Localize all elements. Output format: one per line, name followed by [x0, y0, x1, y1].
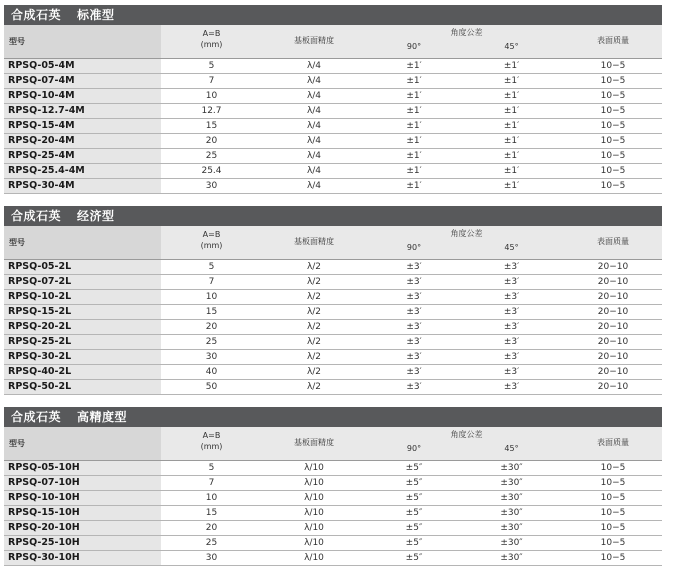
header-surface: 表面质量 — [597, 438, 629, 447]
cell-angle-45: ±1′ — [503, 136, 520, 146]
table-row — [4, 305, 662, 320]
cell-angle-90: ±3′ — [406, 277, 422, 287]
table-row — [4, 59, 662, 74]
cell-flatness: λ/2 — [306, 307, 322, 317]
table-body — [4, 461, 662, 566]
cell-size: 30 — [205, 181, 218, 191]
cell-flatness: λ/4 — [306, 166, 322, 176]
table-row — [4, 74, 662, 89]
cell-size: 10 — [205, 91, 218, 101]
cell-angle-90: ±3′ — [406, 382, 422, 392]
header-angle: 角度公差 — [450, 229, 483, 238]
table-row — [4, 179, 662, 194]
table-header — [4, 427, 662, 461]
cell-angle-45: ±30″ — [500, 493, 523, 503]
cell-angle-90: ±5″ — [405, 523, 423, 533]
table-row — [4, 491, 662, 506]
cell-angle-45: ±1′ — [503, 121, 520, 131]
cell-angle-90: ±3′ — [406, 307, 422, 317]
cell-model: RPSQ-10-10H — [4, 491, 161, 505]
cell-flatness: λ/4 — [306, 76, 322, 86]
cell-size: 20 — [205, 136, 218, 146]
cell-angle-90: ±1′ — [406, 151, 422, 161]
cell-angle-45: ±3′ — [503, 262, 520, 272]
header-45: 45° — [504, 243, 519, 252]
cell-surface-quality: 10−5 — [600, 478, 626, 488]
cell-flatness: λ/10 — [304, 493, 324, 503]
cell-size: 5 — [208, 463, 215, 473]
cell-angle-45: ±1′ — [503, 61, 520, 71]
cell-size: 5 — [208, 262, 215, 272]
header-angle: 角度公差 — [450, 430, 483, 439]
cell-surface-quality: 10−5 — [600, 121, 626, 131]
table-row — [4, 350, 662, 365]
header-90: 90° — [406, 243, 422, 252]
cell-angle-90: ±1′ — [406, 136, 422, 146]
cell-size: 10 — [205, 493, 218, 503]
cell-angle-45: ±3′ — [503, 382, 520, 392]
cell-flatness: λ/4 — [306, 136, 322, 146]
header-model: 型号 — [9, 37, 25, 46]
section-title-type: 经济型 — [77, 209, 115, 223]
table-row — [4, 476, 662, 491]
cell-flatness: λ/4 — [306, 151, 322, 161]
header-ab-unit: (mm) — [200, 241, 223, 250]
cell-surface-quality: 20−10 — [597, 322, 629, 332]
cell-surface-quality: 10−5 — [600, 463, 626, 473]
cell-flatness: λ/4 — [306, 121, 322, 131]
cell-surface-quality: 20−10 — [597, 307, 629, 317]
table-row — [4, 104, 662, 119]
cell-flatness: λ/2 — [306, 277, 322, 287]
cell-model: RPSQ-30-4M — [4, 179, 161, 193]
header-90: 90° — [406, 444, 422, 453]
cell-model: RPSQ-05-2L — [4, 260, 161, 274]
cell-model: RPSQ-15-2L — [4, 305, 161, 319]
cell-flatness: λ/2 — [306, 262, 322, 272]
cell-angle-90: ±1′ — [406, 181, 422, 191]
cell-surface-quality: 10−5 — [600, 508, 626, 518]
table-row — [4, 380, 662, 395]
table-row — [4, 134, 662, 149]
cell-model: RPSQ-10-4M — [4, 89, 161, 103]
cell-surface-quality: 10−5 — [600, 61, 626, 71]
cell-angle-45: ±3′ — [503, 307, 520, 317]
cell-surface-quality: 20−10 — [597, 277, 629, 287]
cell-size: 40 — [205, 367, 218, 377]
cell-angle-90: ±3′ — [406, 262, 422, 272]
cell-surface-quality: 20−10 — [597, 262, 629, 272]
cell-angle-90: ±5″ — [405, 463, 423, 473]
cell-model: RPSQ-50-2L — [4, 380, 161, 394]
section-high-precision — [4, 407, 662, 566]
cell-size: 7 — [208, 478, 215, 488]
cell-angle-90: ±1′ — [406, 121, 422, 131]
cell-model: RPSQ-05-4M — [4, 59, 161, 73]
cell-angle-90: ±3′ — [406, 292, 422, 302]
cell-size: 5 — [208, 61, 215, 71]
cell-surface-quality: 10−5 — [600, 553, 626, 563]
cell-model: RPSQ-30-2L — [4, 350, 161, 364]
cell-flatness: λ/2 — [306, 367, 322, 377]
cell-angle-45: ±1′ — [503, 166, 520, 176]
cell-surface-quality: 20−10 — [597, 367, 629, 377]
cell-size: 25 — [205, 151, 218, 161]
header-flatness: 基板面精度 — [294, 36, 334, 45]
cell-flatness: λ/4 — [306, 106, 322, 116]
cell-size: 25 — [205, 538, 218, 548]
cell-model: RPSQ-25.4-4M — [4, 164, 161, 178]
table-row — [4, 149, 662, 164]
cell-flatness: λ/10 — [304, 478, 324, 488]
cell-flatness: λ/10 — [304, 463, 324, 473]
cell-model: RPSQ-15-4M — [4, 119, 161, 133]
cell-surface-quality: 20−10 — [597, 352, 629, 362]
cell-flatness: λ/2 — [306, 292, 322, 302]
header-ab-top: A=B — [202, 29, 221, 38]
cell-model: RPSQ-12.7-4M — [4, 104, 161, 118]
cell-surface-quality: 10−5 — [600, 76, 626, 86]
section-standard — [4, 5, 662, 194]
cell-size: 20 — [205, 322, 218, 332]
cell-model: RPSQ-40-2L — [4, 365, 161, 379]
cell-model: RPSQ-25-10H — [4, 536, 161, 550]
table-row — [4, 89, 662, 104]
header-flatness: 基板面精度 — [294, 237, 334, 246]
section-title — [4, 5, 662, 25]
cell-angle-45: ±30″ — [500, 478, 523, 488]
cell-model: RPSQ-20-10H — [4, 521, 161, 535]
cell-angle-45: ±30″ — [500, 463, 523, 473]
header-surface: 表面质量 — [597, 36, 629, 45]
cell-size: 12.7 — [201, 106, 222, 116]
cell-flatness: λ/10 — [304, 553, 324, 563]
cell-flatness: λ/4 — [306, 61, 322, 71]
table-header — [4, 226, 662, 260]
cell-size: 20 — [205, 523, 218, 533]
cell-model: RPSQ-25-2L — [4, 335, 161, 349]
cell-angle-45: ±3′ — [503, 337, 520, 347]
cell-flatness: λ/10 — [304, 508, 324, 518]
cell-model: RPSQ-15-10H — [4, 506, 161, 520]
cell-angle-90: ±1′ — [406, 91, 422, 101]
cell-flatness: λ/4 — [306, 91, 322, 101]
cell-angle-90: ±5″ — [405, 508, 423, 518]
table-row — [4, 164, 662, 179]
header-90: 90° — [406, 42, 422, 51]
table-row — [4, 320, 662, 335]
cell-surface-quality: 10−5 — [600, 493, 626, 503]
header-ab-top: A=B — [202, 230, 221, 239]
cell-surface-quality: 10−5 — [600, 106, 626, 116]
cell-angle-90: ±1′ — [406, 76, 422, 86]
cell-angle-45: ±1′ — [503, 76, 520, 86]
cell-flatness: λ/4 — [306, 181, 322, 191]
cell-angle-45: ±3′ — [503, 292, 520, 302]
cell-angle-45: ±3′ — [503, 322, 520, 332]
table-row — [4, 365, 662, 380]
header-model-cell — [4, 25, 161, 58]
table-row — [4, 536, 662, 551]
cell-flatness: λ/10 — [304, 523, 324, 533]
cell-angle-90: ±1′ — [406, 61, 422, 71]
cell-angle-90: ±5″ — [405, 478, 423, 488]
cell-surface-quality: 10−5 — [600, 151, 626, 161]
cell-surface-quality: 10−5 — [600, 523, 626, 533]
cell-angle-45: ±30″ — [500, 523, 523, 533]
header-ab-top: A=B — [202, 431, 221, 440]
cell-flatness: λ/2 — [306, 322, 322, 332]
cell-surface-quality: 10−5 — [600, 166, 626, 176]
cell-angle-45: ±3′ — [503, 352, 520, 362]
cell-size: 25.4 — [201, 166, 222, 176]
header-model-cell — [4, 427, 161, 460]
cell-size: 30 — [205, 553, 218, 563]
cell-angle-90: ±5″ — [405, 553, 423, 563]
cell-model: RPSQ-30-10H — [4, 551, 161, 565]
section-title-type: 高精度型 — [77, 410, 128, 424]
cell-angle-90: ±3′ — [406, 352, 422, 362]
cell-size: 25 — [205, 337, 218, 347]
cell-angle-45: ±30″ — [500, 508, 523, 518]
cell-surface-quality: 10−5 — [600, 136, 626, 146]
cell-surface-quality: 20−10 — [597, 382, 629, 392]
header-model-cell — [4, 226, 161, 259]
cell-size: 7 — [208, 277, 215, 287]
cell-model: RPSQ-10-2L — [4, 290, 161, 304]
table-row — [4, 551, 662, 566]
header-model: 型号 — [9, 439, 25, 448]
section-title — [4, 206, 662, 226]
cell-model: RPSQ-07-10H — [4, 476, 161, 490]
cell-angle-90: ±3′ — [406, 322, 422, 332]
cell-angle-90: ±3′ — [406, 337, 422, 347]
cell-angle-90: ±1′ — [406, 106, 422, 116]
section-title-material: 合成石英 — [11, 209, 62, 223]
cell-model: RPSQ-07-4M — [4, 74, 161, 88]
cell-angle-45: ±30″ — [500, 553, 523, 563]
cell-size: 15 — [205, 307, 218, 317]
cell-flatness: λ/2 — [306, 382, 322, 392]
section-title-type: 标准型 — [77, 8, 115, 22]
cell-model: RPSQ-07-2L — [4, 275, 161, 289]
cell-angle-90: ±1′ — [406, 166, 422, 176]
cell-model: RPSQ-05-10H — [4, 461, 161, 475]
table-row — [4, 275, 662, 290]
section-title — [4, 407, 662, 427]
cell-angle-45: ±30″ — [500, 538, 523, 548]
table-row — [4, 335, 662, 350]
cell-angle-45: ±3′ — [503, 277, 520, 287]
cell-flatness: λ/2 — [306, 337, 322, 347]
table-header — [4, 25, 662, 59]
cell-angle-45: ±1′ — [503, 91, 520, 101]
cell-surface-quality: 10−5 — [600, 181, 626, 191]
cell-model: RPSQ-25-4M — [4, 149, 161, 163]
cell-size: 10 — [205, 292, 218, 302]
section-title-material: 合成石英 — [11, 8, 62, 22]
header-ab-unit: (mm) — [200, 442, 223, 451]
header-ab-unit: (mm) — [200, 40, 223, 49]
cell-size: 30 — [205, 352, 218, 362]
table-row — [4, 521, 662, 536]
table-row — [4, 119, 662, 134]
section-title-material: 合成石英 — [11, 410, 62, 424]
cell-size: 15 — [205, 508, 218, 518]
cell-angle-45: ±3′ — [503, 367, 520, 377]
cell-angle-90: ±5″ — [405, 493, 423, 503]
table-row — [4, 461, 662, 476]
cell-model: RPSQ-20-4M — [4, 134, 161, 148]
cell-model: RPSQ-20-2L — [4, 320, 161, 334]
cell-surface-quality: 10−5 — [600, 538, 626, 548]
cell-angle-90: ±5″ — [405, 538, 423, 548]
table-body — [4, 59, 662, 194]
table-row — [4, 290, 662, 305]
table-body — [4, 260, 662, 395]
header-surface: 表面质量 — [597, 237, 629, 246]
cell-angle-45: ±1′ — [503, 106, 520, 116]
header-45: 45° — [504, 444, 519, 453]
cell-size: 50 — [205, 382, 218, 392]
cell-surface-quality: 20−10 — [597, 292, 629, 302]
cell-angle-45: ±1′ — [503, 151, 520, 161]
header-angle: 角度公差 — [450, 28, 483, 37]
cell-size: 15 — [205, 121, 218, 131]
header-flatness: 基板面精度 — [294, 438, 334, 447]
table-row — [4, 506, 662, 521]
header-model: 型号 — [9, 238, 25, 247]
cell-angle-90: ±3′ — [406, 367, 422, 377]
cell-size: 7 — [208, 76, 215, 86]
cell-flatness: λ/2 — [306, 352, 322, 362]
section-economy — [4, 206, 662, 395]
cell-surface-quality: 20−10 — [597, 337, 629, 347]
cell-flatness: λ/10 — [304, 538, 324, 548]
header-45: 45° — [504, 42, 519, 51]
cell-surface-quality: 10−5 — [600, 91, 626, 101]
table-row — [4, 260, 662, 275]
cell-angle-45: ±1′ — [503, 181, 520, 191]
